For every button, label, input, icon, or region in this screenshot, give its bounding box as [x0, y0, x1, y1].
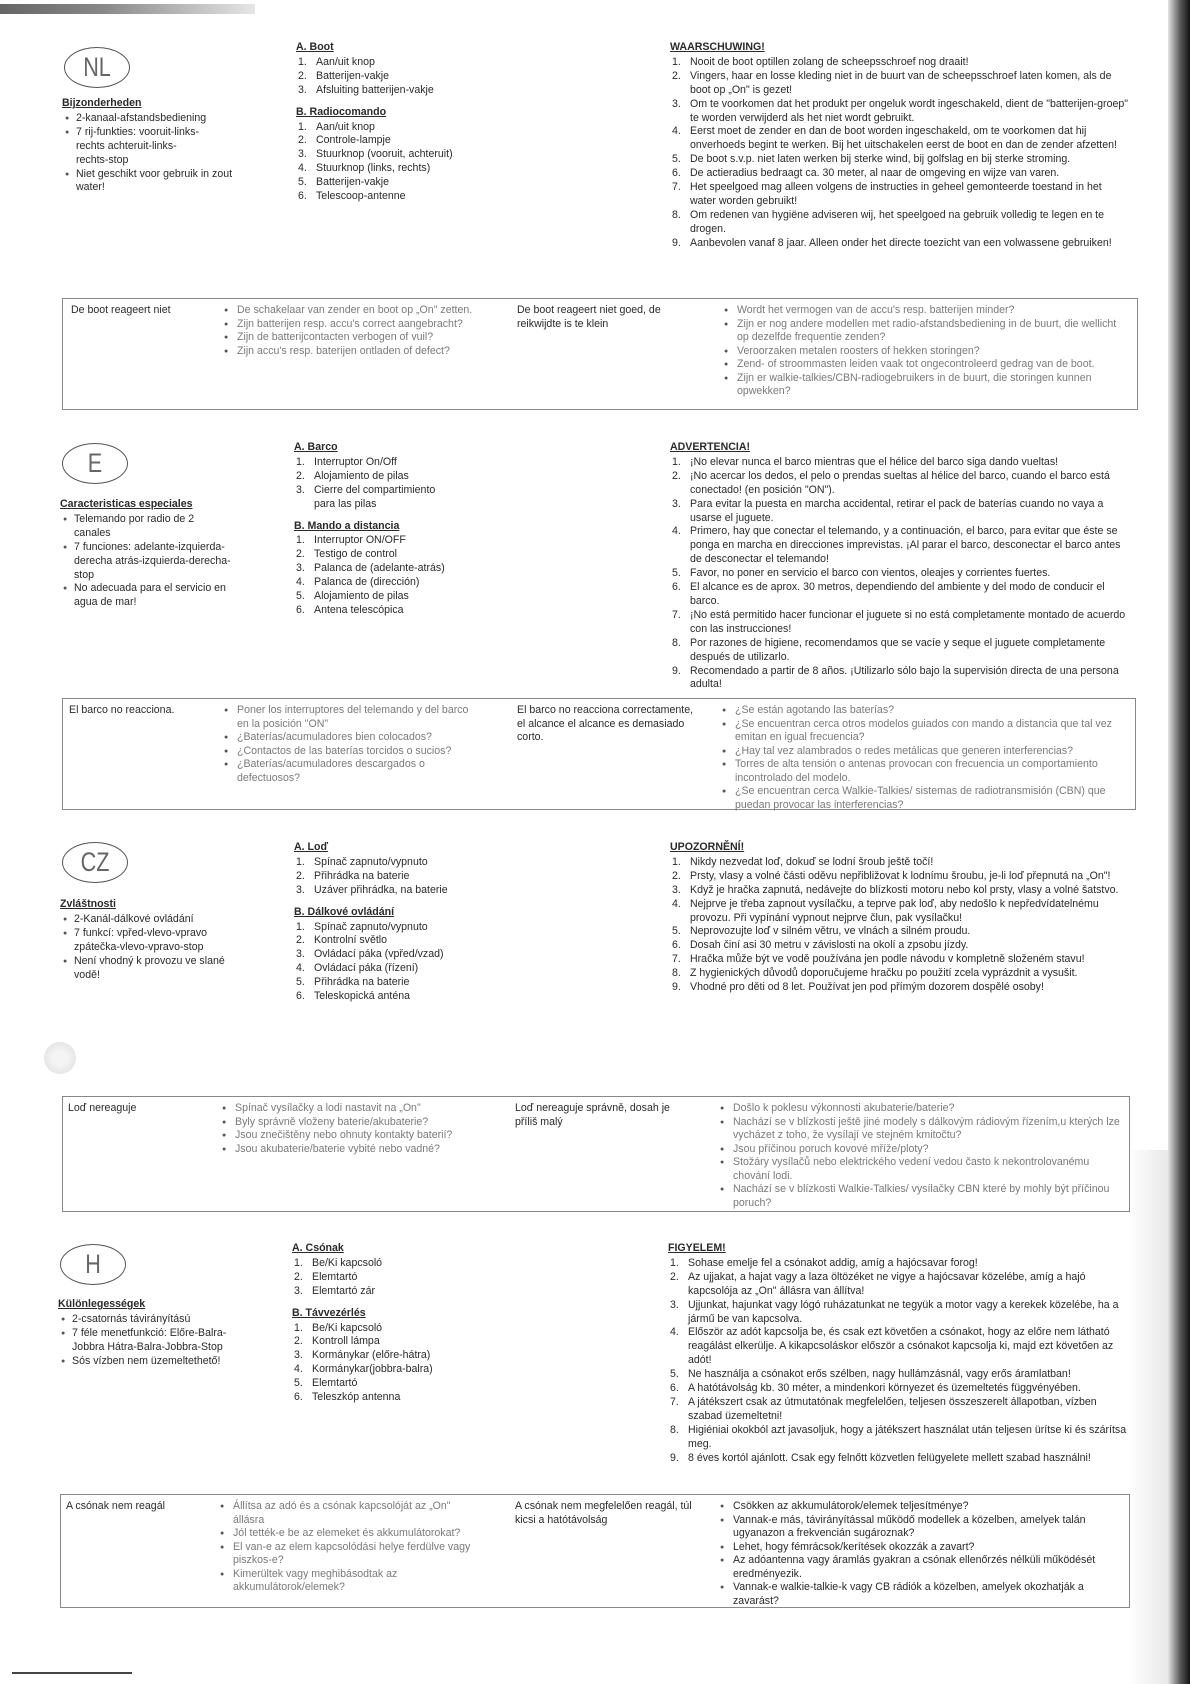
check-item: ● Jól tették-e be az elemeket és akkumulátorokat? — [217, 1527, 483, 1541]
warning-item: 6. Dosah činí asi 30 metru v závislosti na okolí a zpsobu jízdy. — [672, 939, 969, 952]
check-item: ● Nachází se v blízkosti Walkie-Talkies/ vysílačky CBN které by mohly být příčinou poruch? — [717, 1183, 1121, 1210]
feature-item: ● Sós vízben nem üzemeltethető! — [58, 1355, 258, 1369]
features-title: Caracteristicas especiales — [60, 498, 193, 510]
boat-title: A. Csónak — [292, 1242, 344, 1254]
warning-item: 9. Vhodné pro děti od 8 let. Používat jen pod přímým dozorem dospělé osoby! — [672, 981, 1044, 994]
problem-label: A csónak nem reagál — [66, 1500, 165, 1512]
features-nl — [62, 97, 252, 195]
feature-item: ● 7 funkcí: vpřed-vlevo-vpravo zpátečka-vlevo-vpravo-stop — [60, 927, 244, 955]
troubleshooting-box-h — [60, 1494, 1130, 1608]
remote-part: 5. Alojamiento de pilas — [296, 590, 409, 603]
warning-item: 5. De boot s.v.p. niet laten werken bij sterke wind, bij golfslag en bij sterke stroming. — [672, 153, 1071, 166]
troubleshooting-box-nl — [62, 298, 1138, 410]
parts-cz — [294, 841, 474, 1004]
boat-title: A. Loď — [294, 841, 329, 853]
warning-item: 1. ¡No elevar nunca el barco mientras que el hélice del barco siga dando vueltas! — [672, 455, 1059, 468]
feature-item: ● Niet geschikt voor gebruik in zout water! — [62, 168, 252, 196]
warning-item: 3. Om te voorkomen dat het produkt per ongeluk wordt ingeschakeld, dient de "batterijen-groep" te worden verwijderd als het niet wordt gebruikt. — [672, 97, 1129, 124]
language-badge-e — [62, 443, 128, 484]
remote-part: 1. Spínač zapnuto/vypnuto — [296, 920, 428, 933]
check-item: ● Zend- of stroommasten leiden vaak tot ongecontroleerd gedrag van de boot. — [721, 358, 1129, 372]
check-item: ● Stožáry vysílačů nebo elektrického vedení vedou často k nekontrolovanému chování lodi. — [717, 1156, 1121, 1183]
scan-right-edge — [1168, 0, 1190, 1684]
problem-label: El barco no reacciona correctamente, el alcance el alcance es demasiado corto. — [517, 704, 694, 743]
check-item: ● Csökken az akkumulátorok/elemek teljesítménye? — [717, 1500, 1121, 1514]
boat-title: A. Boot — [296, 41, 334, 53]
warning-item: 5. Neprovozujte loď v silném větru, ve vlnách a silném proudu. — [672, 925, 971, 938]
warning-item: 8. Om redenen van hygiëne adviseren wij, het speelgoed na gebruik volledig te legen en te drogen. — [672, 208, 1105, 235]
feature-item: ● 2-Kanál-dálkové ovládání — [60, 913, 250, 927]
language-badge-cz — [62, 842, 128, 883]
remote-part: 4. Kormánykar(jobbra-balra) — [294, 1363, 433, 1376]
warning-item: 8. Higiéniai okokból azt javasoljuk, hogy a játékszert használat után teljesen ürítse ki és szárítsa meg. — [670, 1423, 1127, 1450]
language-code: CZ — [80, 847, 110, 877]
boat-part: 3. Cierre del compartimiento para las pilas — [296, 483, 436, 510]
warning-item: 2. Vingers, haar en losse kleding niet in de buurt van de scheepsschroef laten komen, als de boot op „On" is gezet! — [672, 69, 1112, 96]
check-item: ● Zijn de batterijcontacten verbogen of vuil? — [221, 331, 481, 345]
parts-e — [294, 441, 474, 618]
warning-title: ADVERTENCIA! — [670, 441, 751, 453]
warning-item: 9. Recomendado a partir de 8 años. ¡Utilizarlo sólo bajo la supervisión directa de una persona adulta! — [672, 664, 1119, 691]
remote-title: B. Távvezérlés — [292, 1306, 366, 1319]
warnings-e — [670, 441, 1130, 692]
boat-part: 3. Afsluiting batterijen-vakje — [298, 83, 434, 96]
remote-part: 2. Controle-lampje — [298, 134, 391, 147]
check-item: ● ¿Se están agotando las baterías? — [719, 704, 1129, 718]
language-code: E — [87, 448, 103, 478]
remote-part: 5. Elemtartó — [294, 1377, 358, 1390]
warning-item: 4. Primero, hay que conectar el telemando, y a continuación, el barco, para evitar que éste se ponga en marcha en direcciones imprevistas. ¡Al parar el barco, desconectar el barco antes de desconectar el telemando! — [672, 525, 1121, 566]
boat-part: 1. Spínač zapnuto/vypnuto — [296, 855, 428, 868]
warning-item: 6. De actieradius bedraagt ca. 30 meter, al naar de omgeving en wijze van varen. — [672, 167, 1060, 180]
remote-part: 2. Testigo de control — [296, 548, 398, 561]
check-item: ● Spínač vysílačky a lodi nastavit na „On" — [219, 1102, 485, 1116]
check-item: ● Jsou akubaterie/baterie vybité nebo vadné? — [219, 1143, 485, 1157]
remote-part: 4. Stuurknop (links, rechts) — [298, 162, 431, 175]
check-item: ● Veroorzaken metalen roosters of hekken storingen? — [721, 345, 1129, 359]
check-item: ● Byly správně vloženy baterie/akubaterie? — [219, 1116, 485, 1130]
warning-item: 7. Het speelgoed mag alleen volgens de instructies in geheel gemonteerde toestand in het water worden gebruikt! — [672, 181, 1102, 207]
check-item: ● Állítsa az adó és a csónak kapcsolóját az „On" állásra — [217, 1500, 483, 1527]
warning-item: 7. Hračka může být ve vodě používána jen podle návodu v kompletně složeném stavu! — [672, 953, 1085, 966]
feature-item: ● 2-kanaal-afstandsbediening — [62, 112, 252, 126]
remote-part: 3. Stuurknop (vooruit, achteruit) — [298, 148, 453, 161]
remote-part: 4. Palanca de (dirección) — [296, 576, 420, 589]
remote-part: 1. Aan/uit knop — [298, 120, 375, 133]
check-item: ● Nachází se v blízkosti ještě jiné modely s dálkovým rádiovým řízením,u kterých lze vycházet z toho, že vysílají ve stejném kmitočtu? — [717, 1116, 1121, 1143]
warning-item: 9. 8 éves kortól ajánlott. Csak egy felnőtt közvetlen felügyelete mellett szabad használni! — [670, 1451, 1091, 1464]
warning-item: 1. Sohase emelje fel a csónakot addig, amíg a hajócsavar forog! — [670, 1256, 978, 1269]
parts-nl — [296, 41, 476, 204]
punch-hole-mark — [44, 1042, 76, 1074]
warning-item: 9. Aanbevolen vanaf 8 jaar. Alleen onder het directe toezicht van een volwassene gebruiken! — [672, 236, 1112, 249]
warning-title: FIGYELEM! — [668, 1242, 726, 1254]
remote-part: 1. Interruptor ON/OFF — [296, 534, 406, 547]
warning-item: 4. Eerst moet de zender en dan de boot worden ingeschakeld, om te voorkomen dat hij onverhoeds begint te werken. Bij het uitschakelen eerst de boot en dan de zender afzetten! — [672, 125, 1117, 152]
warning-item: 1. Nikdy nezvedat loď, dokuď se lodní šroub ještě točí! — [672, 855, 934, 868]
scan-bottom-line — [12, 1672, 132, 1674]
warning-item: 3. Ujjunkat, hajunkat vagy lógó ruházatunkat ne tegyük a motor vagy a kerekek közelébe, ha a jármű be van kapcsolva. — [670, 1298, 1119, 1325]
remote-part: 5. Přihrádka na baterie — [296, 976, 410, 989]
check-item: ● ¿Contactos de las baterías torcidos o sucios? — [221, 745, 483, 759]
remote-part: 6. Teleskopická anténa — [296, 990, 410, 1003]
feature-item: ● Telemando por radio de 2 canales — [60, 513, 224, 541]
feature-item: ● 7 féle menetfunkció: Előre-Balra-Jobbra Hátra-Balra-Jobbra-Stop — [58, 1327, 242, 1355]
check-item: ● Az adóantenna vagy áramlás gyakran a csónak ellenőrzés nélküli működését eredményezik. — [717, 1554, 1121, 1581]
feature-item: ● Není vhodný k provozu ve slané vodě! — [60, 955, 239, 983]
boat-part: 2. Elemtartó — [294, 1270, 358, 1283]
check-item: ● ¿Se encuentran cerca otros modelos guiados con mando a distancia que tal vez emitan en igual frecuencia? — [719, 718, 1129, 745]
warning-item: 6. A hatótávolság kb. 30 méter, a mindenkori környezet és üzemeltetés függvényében. — [670, 1382, 1081, 1395]
check-item: ● Zijn er nog andere modellen met radio-afstandsbediening in de buurt, die wellicht op dezelfde frequentie zenden? — [721, 318, 1129, 345]
remote-part: 1. Be/Ki kapcsoló — [294, 1321, 383, 1334]
troubleshooting-box-e — [62, 698, 1136, 810]
check-item: ● Zijn accu's resp. baterijen ontladen of defect? — [221, 345, 481, 359]
remote-title: B. Radiocomando — [296, 105, 387, 118]
boat-part: 1. Aan/uit knop — [298, 55, 375, 68]
check-item: ● Jsou příčinou poruch kovové mříže/ploty? — [717, 1143, 1121, 1157]
scan-edge-shadow — [1128, 1150, 1168, 1684]
problem-label: De boot reageert niet — [71, 304, 171, 316]
boat-part: 2. Batterijen-vakje — [298, 69, 390, 82]
problem-label: El barco no reacciona. — [69, 704, 175, 716]
troubleshooting-box-cz — [62, 1096, 1130, 1212]
remote-title: B. Dálkové ovládání — [294, 905, 395, 918]
warning-item: 5. Ne használja a csónakot erős szélben, nagy hullámzásnál, vagy erős áramlatban! — [670, 1368, 1071, 1381]
warning-item: 5. Favor, no poner en servicio el barco con vientos, oleajes y corrientes fuertes. — [672, 567, 1051, 580]
warning-item: 3. Když je hračka zapnutá, nedávejte do blízkosti motoru nebo kol prsty, vlasy a volné šatstvo. — [672, 883, 1119, 896]
boat-part: 3. Elemtartó zár — [294, 1284, 375, 1297]
parts-h — [292, 1242, 472, 1405]
language-code: NL — [83, 52, 111, 82]
feature-item: ● No adecuada para el servicio en agua de mar! — [60, 582, 249, 610]
remote-part: 2. Kontroll lámpa — [294, 1335, 380, 1348]
remote-part: 2. Kontrolní světlo — [296, 934, 388, 947]
check-item: ● El van-e az elem kapcsolódási helye ferdülve vagy piszkos-e? — [217, 1541, 483, 1568]
remote-part: 6. Telescoop-antenne — [298, 190, 406, 203]
check-item: ● Lehet, hogy fémrácsok/kerítések okozzák a zavart? — [717, 1541, 1121, 1555]
remote-part: 4. Ovládací páka (řízení) — [296, 962, 419, 975]
remote-part: 6. Teleszkóp antenna — [294, 1391, 401, 1404]
feature-item: ● 2-csatornás távirányítású — [58, 1313, 258, 1327]
boat-part: 3. Uzáver přihrádka, na baterie — [296, 883, 448, 896]
remote-part: 3. Palanca de (adelante-atrás) — [296, 562, 445, 575]
feature-item: ● 7 rij-funkties: vooruit-links-rechts achteruit-links-rechts-stop — [62, 126, 206, 168]
warning-title: UPOZORNĚNÍ! — [670, 841, 745, 853]
language-code: H — [85, 1249, 101, 1279]
check-item: ● Došlo k poklesu výkonnosti akubaterie/baterie? — [717, 1102, 1121, 1116]
warning-item: 8. Z hygienických důvodů doporučujeme hračku po použití zcela vyprázdnit a vysušit. — [672, 967, 1078, 980]
warning-item: 7. ¡No está permitido hacer funcionar el juguete si no está completamente montado de acuerdo con las instrucciones! — [672, 608, 1126, 635]
check-item: ● ¿Baterías/acumuladores descargados o defectuosos? — [221, 758, 483, 785]
warnings-h — [668, 1242, 1128, 1466]
language-badge-h — [60, 1244, 126, 1285]
check-item: ● Zijn batterijen resp. accu's correct aangebracht? — [221, 318, 481, 332]
check-item: ● ¿Se encuentran cerca Walkie-Talkies/ sistemas de radiotransmisión (CBN) que puedan provocar las interferencias? — [719, 785, 1129, 812]
features-h — [58, 1298, 258, 1369]
remote-title: B. Mando a distancia — [294, 519, 400, 532]
warning-item: 4. Nejprve je třeba zapnout vysílačku, a teprve pak loď, aby nedošlo k nepředvídatelnému provozu. Při vypínání vypnout nejprve člun, pak vysílačku! — [672, 897, 1099, 924]
feature-item: ● 7 funciones: adelante-izquierda-derecha atrás-izquierda-derecha-stop — [60, 541, 250, 583]
remote-part: 3. Ovládací páka (vpřed/vzad) — [296, 948, 444, 961]
language-badge-nl — [64, 47, 130, 88]
check-item: ● Poner los interruptores del telemando y del barco en la posición "ON" — [221, 704, 483, 731]
problem-label: Loď nereaguje — [68, 1102, 137, 1114]
warnings-cz — [670, 841, 1130, 995]
problem-label: A csónak nem megfelelően reagál, túl kicsi a hatótávolság — [515, 1500, 692, 1526]
scan-top-bar — [0, 4, 255, 14]
warning-item: 1. Nooit de boot optillen zolang de scheepsschroef nog draait! — [672, 55, 969, 68]
features-e — [60, 498, 250, 610]
features-title: Különlegességek — [58, 1298, 146, 1310]
warning-item: 4. Először az adót kapcsolja be, és csak ezt követően a csónakot, hogy az előre nem látható reagálást elkerülje. A kikapcsoláskor először a csónakot kapcsolja ki, majd ezt követően az adót! — [670, 1326, 1114, 1367]
check-item: ● Vannak-e más, távirányítással működő modellek a közelben, amelyek talán ugyanazon a frekvencián sugároznak? — [717, 1514, 1121, 1541]
boat-part: 2. Alojamiento de pilas — [296, 469, 409, 482]
warning-item: 6. El alcance es de aprox. 30 metros, dependiendo del ambiente y del modo de conducir el barco. — [672, 581, 1105, 607]
warnings-nl — [670, 41, 1130, 251]
check-item: ● ¿Hay tal vez alambrados o redes metálicas que generen interferencias? — [719, 745, 1129, 759]
check-item: ● ¿Baterías/acumuladores bien colocados? — [221, 731, 483, 745]
features-title: Zvláštnosti — [60, 898, 116, 910]
check-item: ● Zijn er walkie-talkies/CBN-radiogebruikers in de buurt, die storingen kunnen opwekken? — [721, 372, 1129, 399]
check-item: ● De schakelaar van zender en boot op „On" zetten. — [221, 304, 481, 318]
warning-item: 8. Por razones de higiene, recomendamos que se vacíe y seque el juguete completamente después de utilizarlo. — [672, 636, 1106, 663]
check-item: ● Jsou znečištěny nebo ohnuty kontakty baterií? — [219, 1129, 485, 1143]
boat-part: 1. Interruptor On/Off — [296, 455, 397, 468]
warning-item: 7. A játékszert csak az útmutatónak megfelelően, teljesen összeszerelt állapotban, vízben szabad üzemeltetni! — [670, 1395, 1097, 1422]
warning-item: 2. Az ujjakat, a hajat vagy a laza öltözéket ne vigye a hajócsavar közelébe, amíg a hajó kapcsolója az „On" állásra van állítva! — [670, 1270, 1086, 1297]
check-item: ● Torres de alta tensión o antenas provocan con frecuencia un comportamiento incontrolado del modelo. — [719, 758, 1129, 785]
warning-title: WAARSCHUWING! — [670, 41, 765, 53]
boat-part: 1. Be/Ki kapcsoló — [294, 1256, 383, 1269]
check-item: ● Kimerültek vagy meghibásodtak az akkumulátorok/elemek? — [217, 1568, 483, 1595]
remote-part: 3. Kormánykar (előre-hátra) — [294, 1349, 431, 1362]
remote-part: 5. Batterijen-vakje — [298, 176, 390, 189]
check-item: ● Wordt het vermogen van de accu's resp. batterijen minder? — [721, 304, 1129, 318]
check-item: ● Vannak-e walkie-talkie-k vagy CB rádiók a közelben, amelyek okozhatják a zavarást? — [717, 1581, 1121, 1608]
features-title: Bijzonderheden — [62, 97, 142, 109]
warning-item: 2. ¡No acercar los dedos, el pelo o prendas sueltas al hélice del barco, cuando el barco está conectado! (en posición "ON"). — [672, 469, 1110, 496]
warning-item: 3. Para evitar la puesta en marcha accidental, retirar el pack de baterías cuando no vaya a usarse el juguete. — [672, 497, 1104, 524]
boat-part: 2. Přihrádka na baterie — [296, 869, 410, 882]
remote-part: 6. Antena telescópica — [296, 603, 404, 616]
boat-title: A. Barco — [294, 441, 338, 453]
problem-label: De boot reageert niet goed, de reikwijdte is te klein — [517, 304, 661, 330]
problem-label: Loď nereaguje správně, dosah je příliš malý — [515, 1102, 670, 1128]
features-cz — [60, 898, 250, 982]
warning-item: 2. Prsty, vlasy a volné části oděvu nepřibližovat k lodnímu šroubu, je-li loď přepnutá na „On"! — [672, 869, 1111, 882]
